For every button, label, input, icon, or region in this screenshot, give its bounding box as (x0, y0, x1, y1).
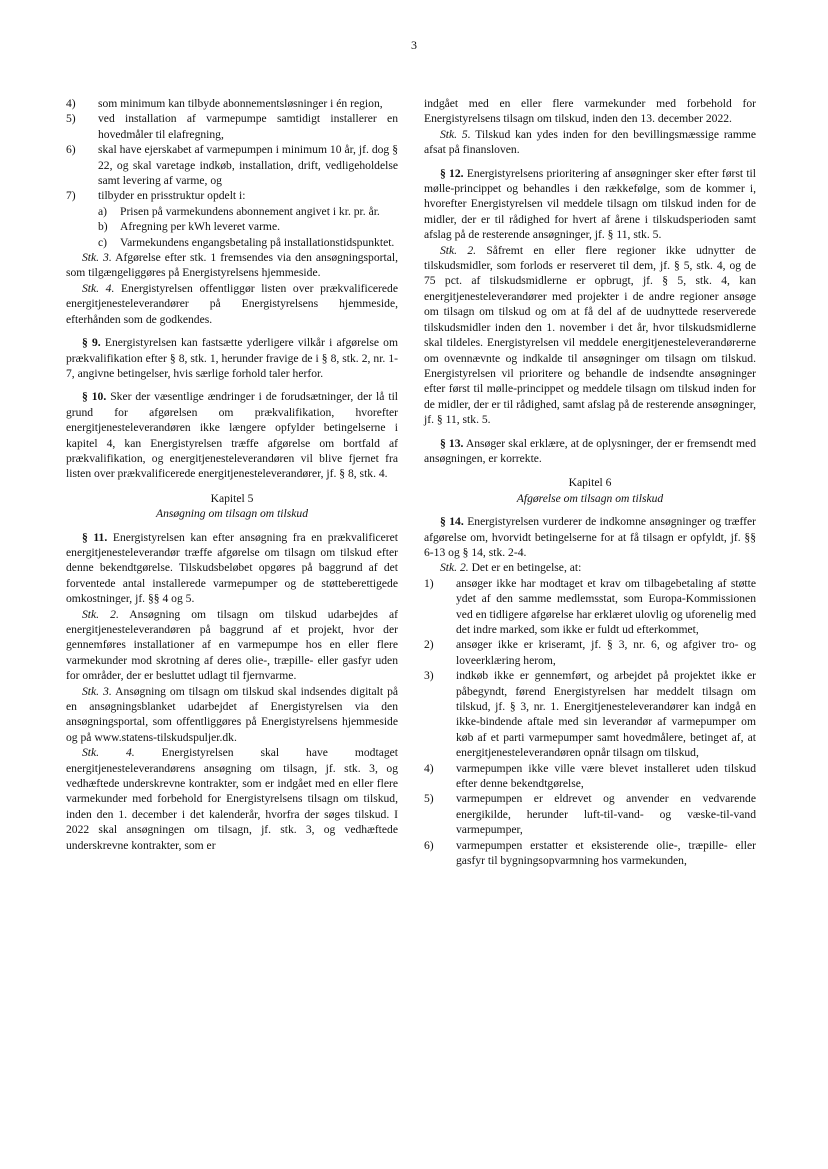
section-10: § 10. Sker der væsentlige ændringer i de forudsætninger, der lå til grund for afgørelsen om prækvalifikation, hvorefter energitjenesteleverandøren ikke længere opfylder betingelserne i kapitel 4, kan Energistyrelsen træffe afgørelse om bortfald af prækvalifikation, og energitjenesteleverandøren vil blive fjernet fra listen over prækvalificerede energitjenesteleverandører, jf. § 8, stk. 4. (66, 390, 399, 481)
stk-paragraph: Stk. 4. Energistyrelsen offentliggør listen over prækvalificerede energitjenesteleverandører på Energistyrelsens hjemmeside, efterhånden som de godkendes. (66, 281, 399, 326)
list-item: 5) ved installation af varmepumpe samtidigt installerer en hovedmåler til elafregning, (66, 112, 398, 141)
section-9: § 9. Energistyrelsen kan fastsætte yderligere vilkår i afgørelse om prækvalifikation efter § 8, stk. 1, herunder fravige de i § 8, stk. 2, nr. 1-7, angivne betingelser, hvis særlige forhold taler herfor. (66, 336, 398, 380)
section-11: § 11. Energistyrelsen kan efter ansøgning fra en prækvalificeret energitjenesteleverandør træffe afgørelse om tilsagn om tilskud efter denne bekendtgørelse. Tilskudsbeløbet opgøres på baggrund af det forventede antal installerede varmepumper og de støtteberettigede omkostninger, jf. §§ 4 og 5. (66, 530, 398, 606)
left-column (66, 96, 398, 853)
chapter-heading: Kapitel 6 (568, 476, 612, 490)
stk-paragraph: Stk. 5. Tilskud kan ydes inden for den bevillingsmæssige ramme afsat på finansloven. (424, 127, 757, 157)
stk-paragraph: Stk. 3. Afgørelse efter stk. 1 fremsendes via den ansøgningsportal, som tilgængeliggøres på Energistyrelsens hjemmeside. (66, 251, 399, 280)
sub-list-item: b) Afregning per kWh leveret varme. (98, 220, 280, 234)
list-item: 1) ansøger ikke har modtaget et krav om tilbagebetaling af støtte ydet af den samme medlemsstat, som Europa-Kommissionen ved en tidligere afgørelse har erklæret ulovlig og uforenelig med det indre marked, som ikke er fuldt ud efterkommet, (424, 576, 756, 636)
chapter-title: Afgørelse om tilsagn om tilskud (516, 491, 664, 505)
list-item: 2) ansøger ikke er kriseramt, jf. § 3, nr. 6, og afgiver tro- og loveerklæring herom, (424, 638, 756, 667)
list-item: 5) varmepumpen er eldrevet og anvender en vedvarende energikilde, herunder luft-til-vand- og væske-til-vand varmepumper, (424, 792, 756, 837)
list-item: 7) tilbyder en prisstruktur opdelt i: (66, 189, 246, 203)
list-item: 3) indkøb ikke er gennemført, og arbejdet på projektet ikke er påbegyndt, førend Energistyrelsen har meddelt tilsagn om tilskud, jf. § 3, nr. 1. Energitjenesteleverandører kan indgå en ikke-bindende aftale med sin leverandør af varmepumper om køb af et parti varmepumper samt hovedmålere, betinget af, at energitjenesteleverandøren opnår tilsagn om tilskud, (424, 669, 756, 760)
section-14: § 14. Energistyrelsen vurderer de indkomne ansøgninger og træffer afgørelse om, hvorvidt betingelserne for at få tilsagn er opfyldt, jf. §§ 6-13 og § 14, stk. 2-4. (424, 515, 756, 559)
stk-paragraph: Stk. 2. Såfremt en eller flere regioner ikke udnytter de tilskudsmidler, som forlods er reserveret til dem, jf. § 5, stk. 4, og de 75 pct. af tilskudsmidlerne er opbrugt, jf. § 5, stk. 4, kan energitjenesteleverandører med projekter i de andre regioner ansøge om tilsagn om tilskud og om at få del af de uudnyttede reserverede tilskudsmidler inden den 1. november i det år, hvor tilskudsmidlerne skal tildeles. Energistyrelsen vil meddele energitjenesteleverandørerne om ovennævnte og indkalde til ansøgninger om tilsagn om tilskud. Energistyrelsen vil prioritere og behandle de indsendte ansøgninger efter først til mølle-princippet og meddele tilsagn om tilskud inden for de midler, der er til rådighed, samt afslag på de resterende ansøgninger, jf. § 11, stk. 5. (424, 243, 756, 427)
list-item: 6) skal have ejerskabet af varmepumpen i minimum 10 år, jf. dog § 22, og skal varetage indkøb, installation, drift, vedligeholdelse samt levering af varme, og (66, 143, 398, 188)
chapter-heading: Kapitel 5 (210, 491, 254, 505)
stk-paragraph: Stk. 2. Ansøgning om tilsagn om tilskud udarbejdes af energitjenesteleverandøren på baggrund af et projekt, hvor der gennemføres installationer af en varmepumpe hos en eller flere varmekunder mod skrotning af deres olie-, træpille- eller gasfyr uden for områder, der er besluttet udlagt til fjernvarme. (66, 607, 398, 683)
stk-paragraph: Stk. 4. Energistyrelsen skal have modtaget energitjenesteleverandørens ansøgning om tilsagn, jf. stk. 3, og vedhæftede underskrevne kontrakter, som er indgået med en eller flere varmekunder med forbehold for Energistyrelsens tilsagn om tilskud, inden den 1. december i det kalenderår, hvorfra der søges tilskud. I 2022 skal ansøgningen om tilsagn, jf. stk. 3, og vedhæftede underskrevne kontrakter, som er (66, 746, 399, 852)
section-12: § 12. Energistyrelsens prioritering af ansøgninger sker efter først til mølle-princippet og behandles i den rækkefølge, som de kommer i, hvorefter Energistyrelsen vil meddele tilsagn om tilskud inden for de midler, der er til rådighed for hvert af årene i tilskudsperioden samt afslag på de resterende ansøgninger, jf. § 11, stk. 5. (424, 166, 757, 242)
page-number: 3 (411, 38, 417, 52)
chapter-title: Ansøgning om tilsagn om tilskud (155, 507, 308, 521)
list-item: 4) varmepumpen ikke ville være blevet installeret uden tilskud efter denne bekendtgørelse, (424, 761, 756, 791)
list-item: 4) som minimum kan tilbyde abonnementsløsninger i én region, (66, 97, 383, 110)
sub-list-item: c) Varmekundens engangsbetaling på installationstidspunktet. (98, 235, 395, 249)
section-13: § 13. Ansøger skal erklære, at de oplysninger, der er fremsendt med ansøgningen, er korrekte. (424, 436, 756, 465)
stk-paragraph: Stk. 2. Det er en betingelse, at: (440, 561, 582, 575)
right-column (424, 96, 756, 869)
list-item: 6) varmepumpen erstatter et eksisterende olie-, træpille- eller gasfyr til bygningsopvarmning hos varmekunden, (424, 838, 756, 868)
sub-list-item: a) Prisen på varmekundens abonnement angivet i kr. pr. år. (98, 204, 380, 218)
continued-paragraph: indgået med en eller flere varmekunder med forbehold for Energistyrelsens tilsagn om tilskud, inden den 13. december 2022. (424, 97, 756, 126)
stk-paragraph: Stk. 3. Ansøgning om tilsagn om tilskud skal indsendes digitalt på en ansøgningsblanket udarbejdet af Energistyrelsen via den ansøgningsportal, som offentliggøres på Energistyrelsens hjemmeside og på www.statens-tilskudspuljer.dk. (66, 684, 399, 744)
